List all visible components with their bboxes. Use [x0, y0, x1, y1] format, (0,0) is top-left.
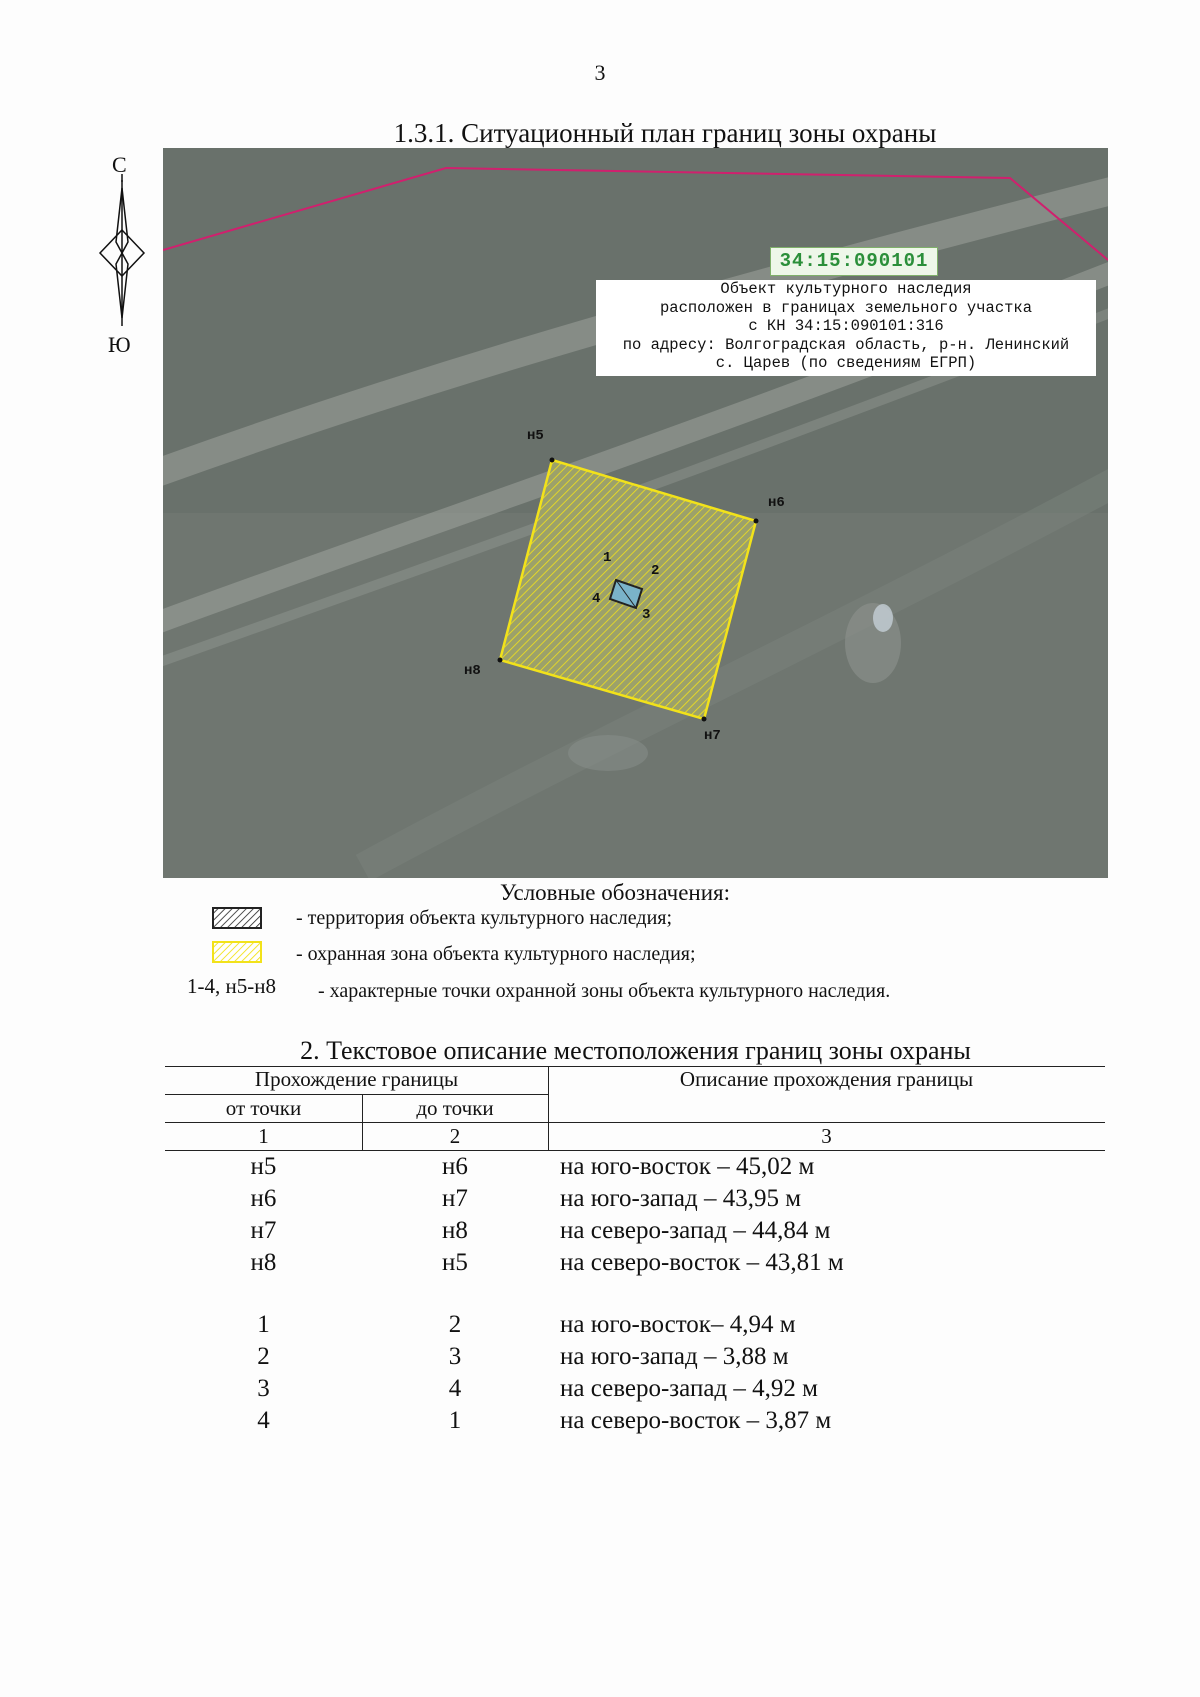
table-col-number: 3	[821, 1124, 832, 1148]
table-cell-from: 3	[257, 1375, 270, 1402]
table-cell-from: 1	[257, 1311, 270, 1338]
compass-north-label: С	[112, 152, 127, 177]
table-cell-description: на северо-запад – 4,92 м	[560, 1375, 818, 1402]
table-cell-from: н7	[250, 1217, 277, 1244]
table-cell-from: н6	[250, 1185, 277, 1212]
object-info-line: по адресу: Волгоградская область, р-н. Ленинский	[622, 335, 1070, 354]
table-cell-description: на северо-восток – 43,81 м	[560, 1249, 844, 1276]
table-cell-to: н8	[442, 1217, 468, 1244]
table-header-to: до точки	[416, 1096, 494, 1120]
table-cell-description: на юго-запад – 3,88 м	[560, 1343, 789, 1370]
table-cell-to: 2	[448, 1311, 462, 1338]
legend-title: Условные обозначения:	[499, 880, 731, 905]
legend-text-points: - характерные точки охранной зоны объекта культурного наследия.	[318, 980, 891, 1002]
table-col-number: 2	[449, 1124, 461, 1148]
point-label-n5: н5	[527, 428, 544, 444]
compass-arrow-icon	[92, 150, 152, 360]
cadastral-block-label: 34:15:090101	[770, 247, 938, 276]
point-label-1: 1	[603, 550, 612, 566]
table-cell-to: н7	[442, 1185, 468, 1212]
point-label-n6: н6	[768, 495, 785, 511]
table-cell-description: на юго-восток – 45,02 м	[560, 1153, 815, 1180]
page-number: 3	[594, 60, 606, 85]
table-cell-from: 2	[257, 1343, 270, 1370]
point-label-n8: н8	[464, 663, 481, 679]
table-cell-description: на северо-запад – 44,84 м	[560, 1217, 831, 1244]
table-cell-to: 1	[448, 1407, 462, 1434]
object-info-label	[596, 280, 1096, 376]
table-cell-to: 4	[448, 1375, 462, 1402]
table-cell-description: на юго-запад – 43,95 м	[560, 1185, 802, 1212]
table-header-description: Описание прохождения границы	[679, 1067, 974, 1091]
point-label-n7: н7	[704, 728, 721, 744]
legend-text-protection-zone: - охранная зона объекта культурного наследия;	[296, 943, 696, 965]
point-label-4: 4	[592, 591, 601, 607]
table-col-number: 1	[258, 1124, 269, 1148]
legend-text-object-territory: - территория объекта культурного наследия;	[296, 907, 673, 929]
object-info-line: Объект культурного наследия	[720, 280, 972, 298]
table-title: 2. Текстовое описание местоположения границ зоны охраны	[300, 1036, 971, 1065]
table-cell-to: 3	[448, 1343, 462, 1370]
legend-swatch-object-territory	[212, 907, 262, 929]
table-cell-to: н6	[442, 1153, 468, 1180]
object-info-line: с. Царев (по сведениям ЕГРП)	[715, 354, 977, 372]
object-info-line: расположен в границах земельного участка	[659, 298, 1033, 317]
point-label-3: 3	[642, 607, 651, 623]
satellite-image	[163, 148, 1108, 878]
legend-swatch-protection-zone	[212, 941, 262, 963]
table-cell-from: н8	[250, 1249, 277, 1276]
table-cell-description: на юго-восток– 4,94 м	[560, 1311, 796, 1338]
legend-points-label: 1-4, н5-н8	[187, 974, 276, 998]
table-cell-from: 4	[257, 1407, 270, 1434]
object-info-line: с КН 34:15:090101:316	[748, 317, 944, 335]
table-cell-from: н5	[250, 1153, 277, 1180]
compass-south-label: Ю	[108, 332, 131, 357]
situation-map	[163, 148, 1108, 878]
table-header-passage: Прохождение границы	[254, 1067, 459, 1091]
table-cell-description: на северо-восток – 3,87 м	[560, 1407, 832, 1434]
point-label-2: 2	[651, 563, 660, 579]
table-cell-to: н5	[442, 1249, 468, 1276]
table-header-from: от точки	[225, 1096, 302, 1120]
plan-title: 1.3.1. Ситуационный план границ зоны охраны	[393, 118, 937, 148]
